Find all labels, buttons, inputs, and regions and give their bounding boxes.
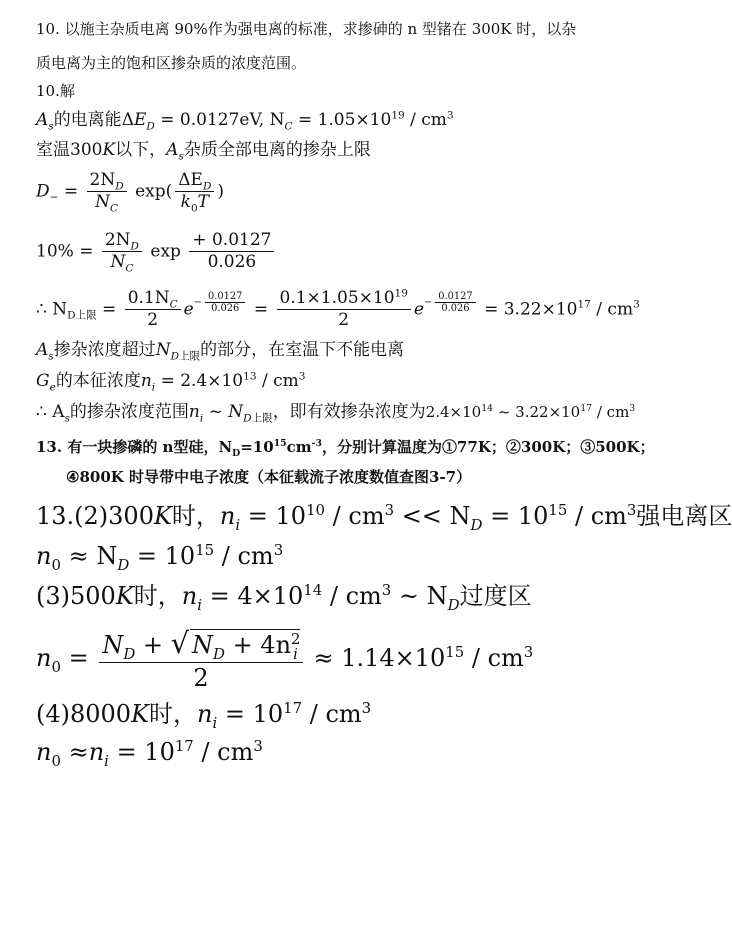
q13-part3-line: (3)500K时，$n_i = 4\times 10^{14} / cm^3$ ~ $N_D$过度区 bbox=[36, 581, 532, 614]
q10-question-line2: 质电离为主的饱和区掺杂质的浓度范围。 bbox=[36, 54, 307, 72]
q10-ionization-energy-line: $A_s$的电离能$\Delta E_D = 0.0127eV$, $N_C = 1.05\times 10^{19} / cm^3$ bbox=[36, 109, 454, 133]
q13-n0-strong-ionization: $n_0 \approx N_D = 10^{15} / cm^3$ bbox=[36, 541, 284, 574]
q10-formula-nd-upper-limit: ∴ $N_{D上限}$ = $\frac{0.1N_C}{2}$ $e^{- \frac{0.0127}{0.026}}$ = $\frac{0.1\times 1.05\times 10^{19}}{2}$ $e^{- \frac{0.0127}{0.026}}$ = $3.22\times 10^{17} / cm^3$ bbox=[36, 287, 640, 331]
q13-n0-intrinsic: $n_0 \approx n_i = 10^{17} / cm^3$ bbox=[36, 737, 263, 770]
q10-question-line1: 10. 以施主杂质电离 90%作为强电离的标准，求掺砷的 n 型锗在 300K 时，以杂 bbox=[36, 20, 577, 38]
q10-solution-label: 10.解 bbox=[36, 82, 75, 100]
q10-room-temp-line: 室温300K以下，$A_s$杂质全部电离的掺杂上限 bbox=[36, 140, 371, 163]
q10-doping-range-line: ∴ $A_s$的掺杂浓度范围$n_i$ ~ $N_{D上限}$，即有效掺杂浓度为$2.4\times 10^{14}$ ~ $3.22\times 10^{17} / cm^3$ bbox=[36, 402, 636, 425]
q13-part2-line: 13.(2)300K时，$n_i = 10^{10} / cm^3 << N_D = 10^{15} / cm^3$强电离区 bbox=[36, 501, 732, 534]
q10-ge-intrinsic-line: $G_e$的本征浓度$n_i = 2.4\times 10^{13} / cm^3$ bbox=[36, 370, 306, 394]
q10-formula-ten-percent: 10% = $\frac{2N_D}{N_C}$ exp $\frac{+ 0.0127}{0.026}$ bbox=[36, 230, 277, 274]
q13-n0-transition-formula: $n_0$ = $\frac{N_D + √ N_D + 4n^2_i}{2}$ ≈ $1.14\times 10^{15} / cm^3$ bbox=[36, 626, 534, 692]
q13-part4-line: (4)8000K时，$n_i = 10^{17} / cm^3$ bbox=[36, 699, 372, 732]
q10-beyond-limit-line: $A_s$掺杂浓度超过$N_{D上限}$的部分，在室温下不能电离 bbox=[36, 340, 405, 363]
q13-question-line1: 13. 有一块掺磷的 n型硅，$N_D=10^{15}cm^{-3}$，分别计算温度为①77K；②300K；③500K； bbox=[36, 438, 655, 459]
q10-formula-d-minus: $D_-$ = $\frac{2N_D}{N_C}$ exp( $\frac{\Delta E_D}{k_0T}$ ) bbox=[36, 170, 225, 215]
q13-question-line2: ④800K 时导带中电子浓度（本征载流子浓度数值查图3-7） bbox=[66, 468, 472, 486]
